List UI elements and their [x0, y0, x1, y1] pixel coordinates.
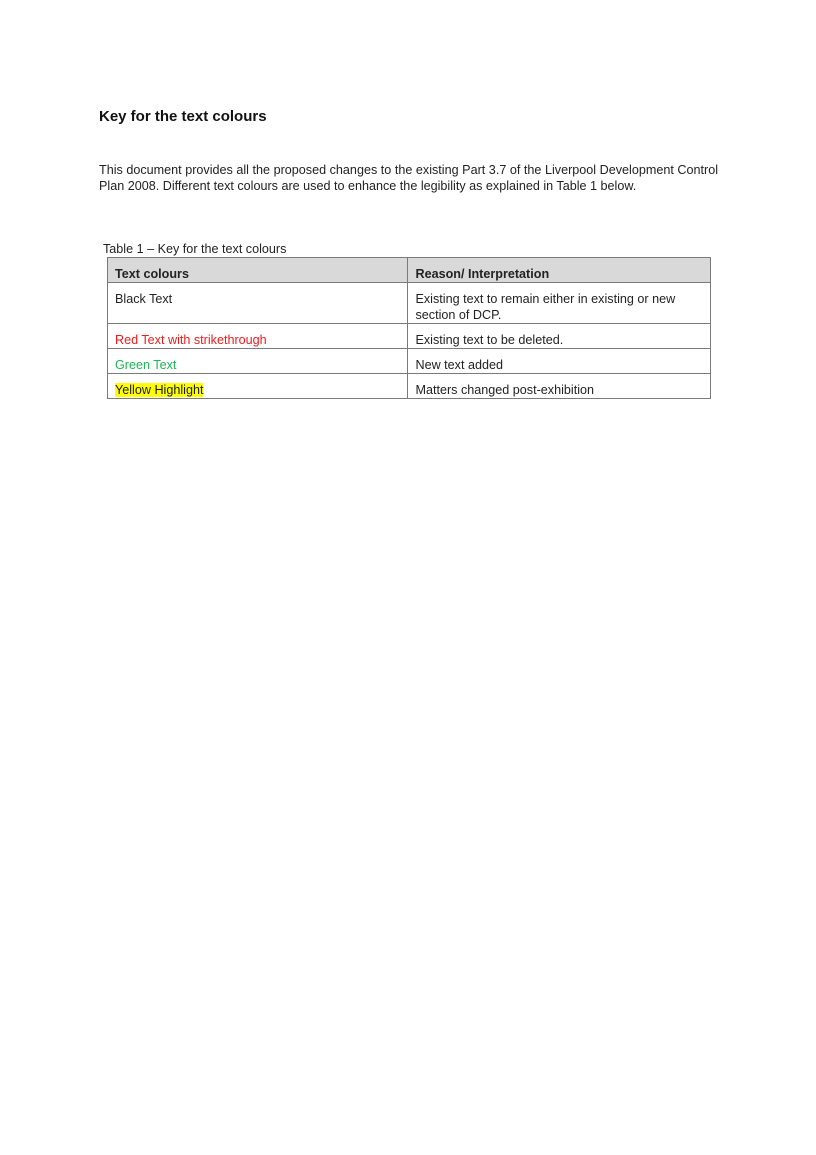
header-reason-interpretation: Reason/ Interpretation	[408, 258, 711, 283]
colour-label-yellow: Yellow Highlight	[115, 383, 204, 397]
colour-label-yellow-cell	[108, 374, 408, 399]
colour-label-green: Green Text	[115, 358, 177, 372]
colour-label-green-cell	[108, 349, 408, 374]
page-heading: Key for the text colours	[99, 108, 267, 125]
interpretation-red: Existing text to be deleted.	[408, 324, 711, 349]
colour-label-black: Black Text	[108, 283, 408, 324]
interpretation-green: New text added	[408, 349, 711, 374]
table-header-row	[108, 258, 711, 283]
header-text-colours: Text colours	[108, 258, 408, 283]
table-row	[108, 283, 711, 324]
table-row	[108, 374, 711, 399]
text-colour-key-table	[107, 257, 711, 399]
table-row	[108, 349, 711, 374]
intro-paragraph: This document provides all the proposed changes to the existing Part 3.7 of the Liverpool Development Control Plan 2008. Different text colours are used to enhance the legibility as explained in Table 1 below.	[99, 163, 718, 193]
interpretation-black: Existing text to remain either in existing or new section of DCP.	[408, 283, 711, 324]
table-caption: Table 1 – Key for the text colours	[103, 242, 287, 256]
colour-label-red-cell	[108, 324, 408, 349]
interpretation-yellow: Matters changed post-exhibition	[408, 374, 711, 399]
colour-label-red: Red Text with strikethrough	[115, 333, 267, 347]
table-row	[108, 324, 711, 349]
